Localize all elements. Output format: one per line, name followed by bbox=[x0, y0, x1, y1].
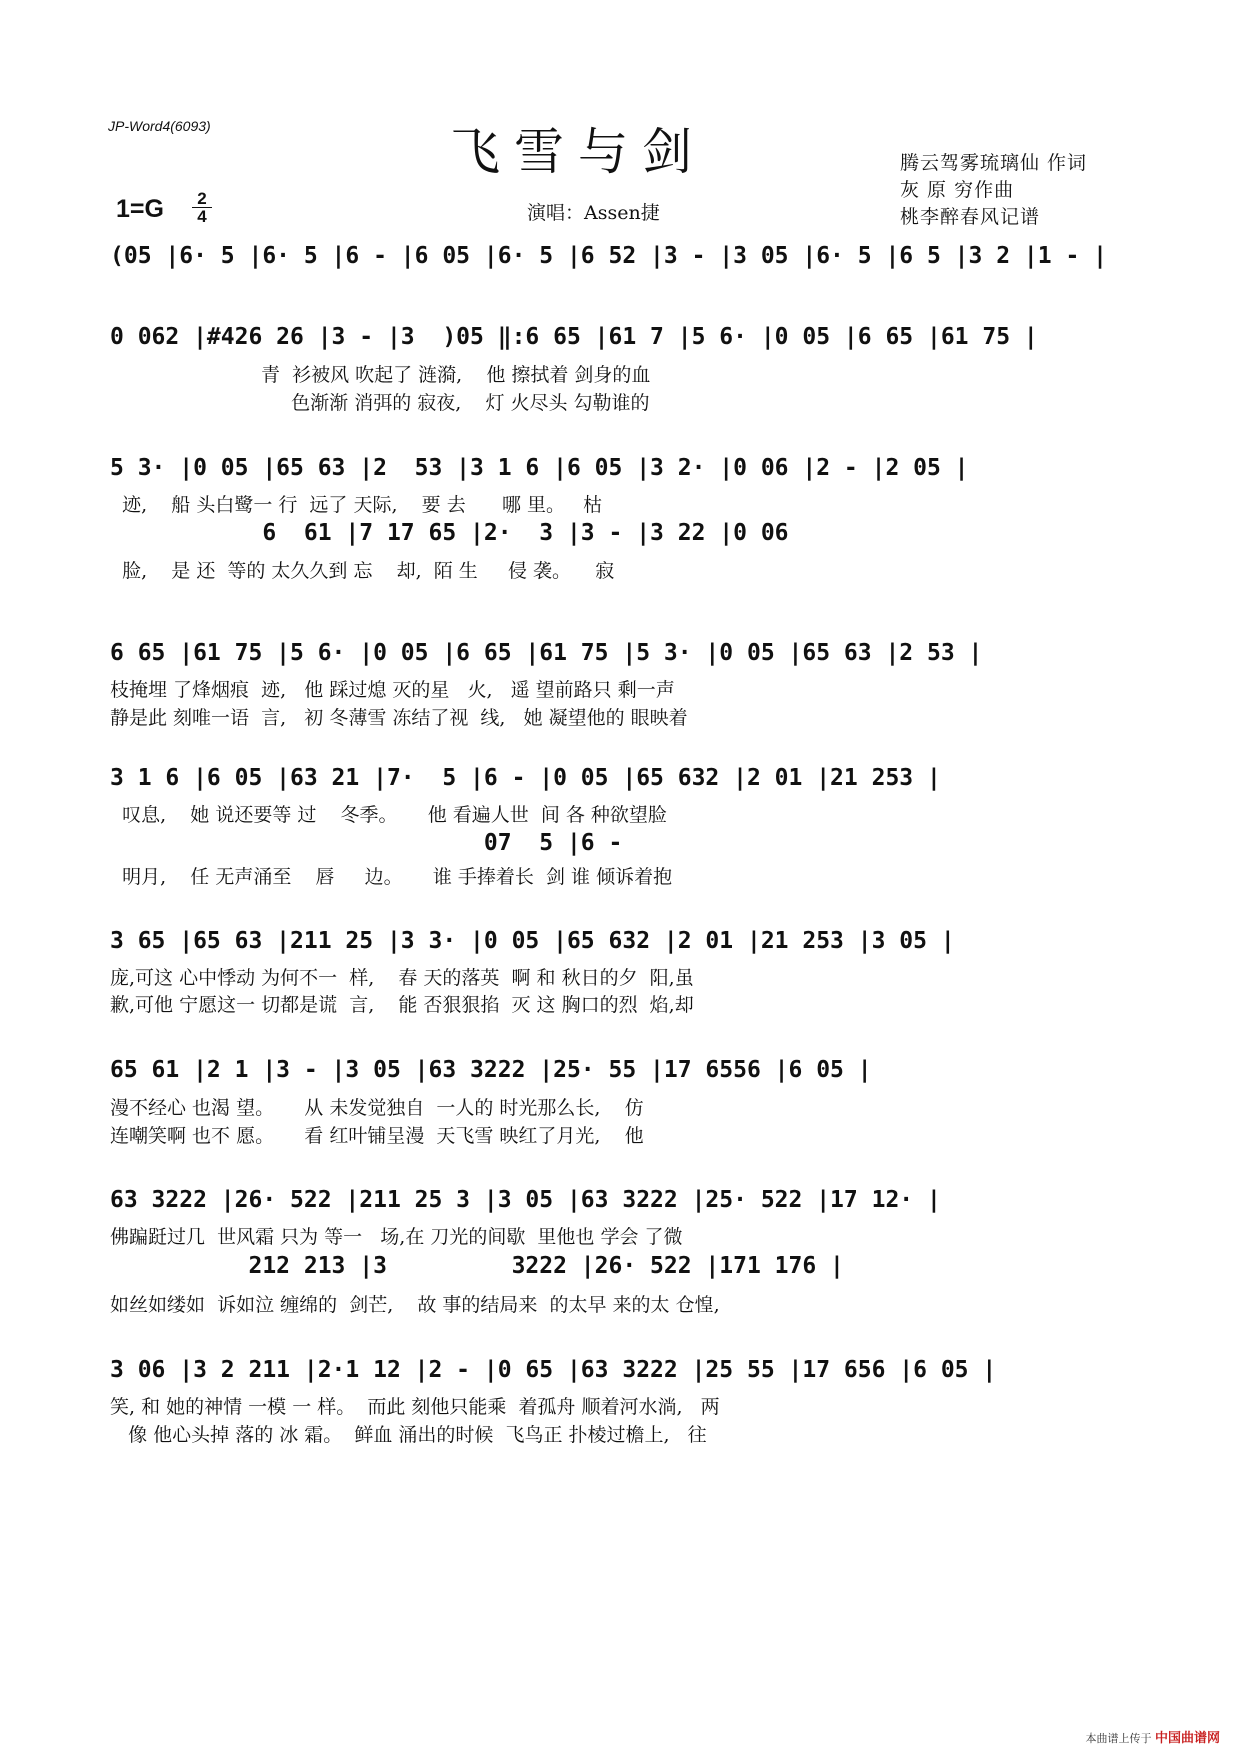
lyric-line: 庞,可这 心中悸动 为何不一 样, 春 天的落英 啊 和 秋日的夕 阳,虽 bbox=[110, 967, 694, 989]
notation-line: 63 3222 |26· 522 |211 25 3 |3 05 |63 3222 |25· 522 |17 12· | bbox=[110, 1187, 941, 1213]
lyric-line: 青 衫被风 吹起了 涟漪, 他 擦拭着 剑身的血 bbox=[110, 364, 651, 386]
singer-credit: 演唱：Assen捷 bbox=[527, 202, 660, 224]
notation-line: 3 65 |65 63 |211 25 |3 3· |0 05 |65 632 |2 01 |21 253 |3 05 | bbox=[110, 928, 955, 954]
lyric-line: 连嘲笑啊 也不 愿。 看 红叶铺呈漫 天飞雪 映红了月光, 他 bbox=[110, 1125, 644, 1147]
footer bbox=[1085, 1727, 1220, 1746]
site-logo: 中国曲谱网 bbox=[1154, 1731, 1220, 1746]
lyric-line: 歉,可他 宁愿这一 切都是谎 言, 能 否狠狠掐 灭 这 胸口的烈 焰,却 bbox=[110, 994, 694, 1016]
notation-line: 6 65 |61 75 |5 6· |0 05 |6 65 |61 75 |5 3· |0 05 |65 63 |2 53 | bbox=[110, 640, 983, 666]
lyric-line: 笑, 和 她的神情 一模 一 样。 而此 刻他只能乘 着孤舟 顺着河水淌, 两 bbox=[110, 1396, 720, 1418]
lyric-line: 如丝如缕如 诉如泣 缠绵的 剑芒, 故 事的结局来 的太早 来的太 仓惶, bbox=[110, 1294, 720, 1316]
transcriber-credit: 桃李醉春风记谱 bbox=[900, 206, 1041, 228]
notation-line: (05 |6· 5 |6· 5 |6 - |6 05 |6· 5 |6 52 |3 - |3 05 |6· 5 |6 5 |3 2 |1 - | bbox=[110, 243, 1107, 269]
notation-line: 212 213 |3 3222 |26· 522 |171 176 | bbox=[110, 1253, 844, 1279]
lyricist-credit: 腾云驾雾琉璃仙 作词 bbox=[900, 152, 1088, 174]
key-signature: 1=G bbox=[116, 195, 164, 223]
lyric-line: 叹息, 她 说还要等 过 冬季。 他 看遍人世 间 各 种欲望脸 bbox=[110, 804, 667, 826]
notation-line: 07 5 |6 - bbox=[110, 830, 623, 856]
lyric-line: 像 他心头掉 落的 冰 霜。 鲜血 涌出的时候 飞鸟正 扑棱过檐上, 往 bbox=[110, 1424, 707, 1446]
notation-line: 65 61 |2 1 |3 - |3 05 |63 3222 |25· 55 |17 6556 |6 05 | bbox=[110, 1057, 872, 1083]
lyric-line: 明月, 任 无声涌至 唇 边。 谁 手捧着长 剑 谁 倾诉着抱 bbox=[110, 866, 673, 888]
composer-credit: 灰 原 穷作曲 bbox=[900, 179, 1015, 201]
upload-text: 本曲谱上传于 bbox=[1085, 1732, 1152, 1745]
lyric-line: 迹, 船 头白鹭一 行 远了 天际, 要 去 哪 里。 枯 bbox=[110, 494, 603, 516]
notation-line: 3 1 6 |6 05 |63 21 |7· 5 |6 - |0 05 |65 632 |2 01 |21 253 | bbox=[110, 765, 941, 791]
notation-line: 0 062 |#426 26 |3 - |3 )05 ‖:6 65 |61 7 |5 6· |0 05 |6 65 |61 75 | bbox=[110, 324, 1038, 350]
source-label: JP-Word4(6093) bbox=[108, 118, 211, 134]
time-signature-bottom: 4 bbox=[197, 207, 207, 226]
lyric-line: 静是此 刻唯一语 言, 初 冬薄雪 冻结了视 线, 她 凝望他的 眼映着 bbox=[110, 707, 688, 729]
notation-line: 5 3· |0 05 |65 63 |2 53 |3 1 6 |6 05 |3 2· |0 06 |2 - |2 05 | bbox=[110, 455, 969, 481]
lyric-line: 色渐渐 消弭的 寂夜, 灯 火尽头 勾勒谁的 bbox=[110, 392, 650, 414]
time-signature bbox=[192, 190, 212, 225]
notation-line: 3 06 |3 2 211 |2·1 12 |2 - |0 65 |63 3222 |25 55 |17 656 |6 05 | bbox=[110, 1357, 997, 1383]
credits-block bbox=[900, 150, 1087, 231]
song-title: 飞雪与剑 bbox=[450, 123, 706, 181]
lyric-line: 漫不经心 也渴 望。 从 未发觉独自 一人的 时光那么长, 仿 bbox=[110, 1097, 644, 1119]
time-signature-top: 2 bbox=[192, 190, 212, 208]
lyric-line: 脸, 是 还 等的 太久久到 忘 却, 陌 生 侵 袭。 寂 bbox=[110, 560, 615, 582]
notation-line: 6 61 |7 17 65 |2· 3 |3 - |3 22 |0 06 bbox=[110, 520, 789, 546]
lyric-line: 佛蹁跹过几 世风霜 只为 等一 场,在 刀光的间歇 里他也 学会 了微 bbox=[110, 1226, 683, 1248]
lyric-line: 枝掩埋 了烽烟痕 迹, 他 踩过熄 灭的星 火, 遥 望前路只 剩一声 bbox=[110, 679, 675, 701]
